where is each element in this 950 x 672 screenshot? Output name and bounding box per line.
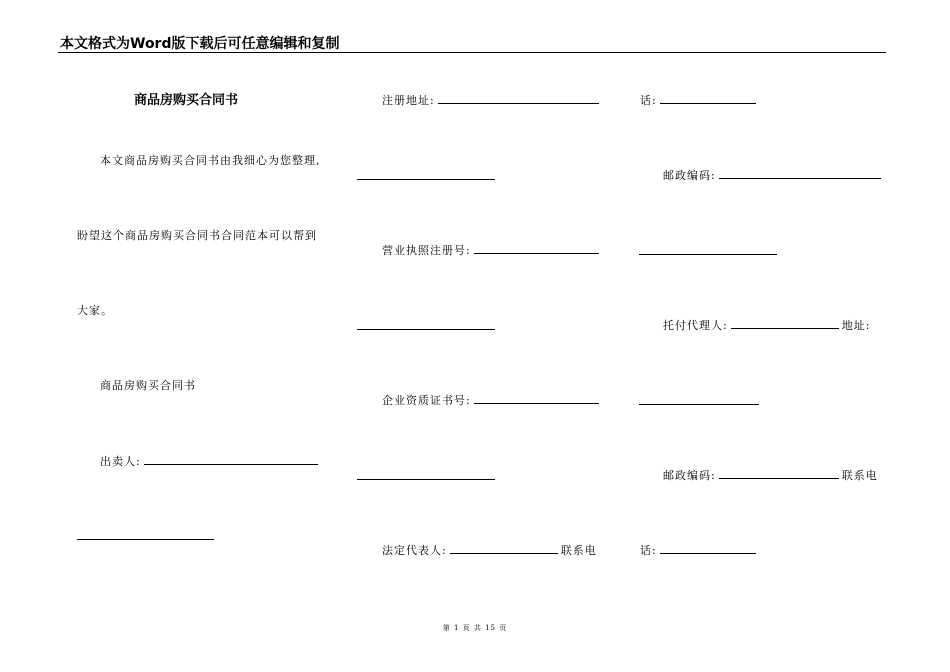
business-license-field (382, 243, 602, 258)
phone-label-1: 话: (640, 94, 657, 107)
page-footer: 第 1 页 共 15 页 (442, 624, 508, 632)
postcode-field-1 (663, 168, 884, 183)
phone-field-2 (640, 543, 759, 558)
legal-rep-label: 法定代表人: (382, 544, 447, 557)
legal-rep-field (382, 543, 597, 558)
seller-label: 出卖人: (100, 455, 141, 468)
qualification-blank (474, 393, 599, 404)
contract-subtitle: 商品房购买合同书 (100, 379, 196, 392)
business-license-blank (474, 243, 599, 254)
header-title: 本文格式为Word版下载后可任意编辑和复制 (60, 36, 340, 52)
qualification-label: 企业资质证书号: (382, 394, 471, 407)
postcode-blank-1 (719, 168, 881, 179)
postcode-blank-1-continued (639, 254, 777, 255)
postcode-label-2: 邮政编码: (663, 469, 716, 482)
intro-line-2: 盼望这个商品房购买合同书合同范本可以帮到 (77, 229, 317, 242)
registered-address-blank (438, 93, 599, 104)
contact-label-2: 联系电 (841, 469, 878, 482)
qualification-field (382, 393, 602, 408)
registered-address-blank-continued (357, 179, 495, 180)
business-license-blank-continued (357, 329, 495, 330)
postcode-blank-2 (719, 468, 839, 479)
business-license-label: 营业执照注册号: (382, 244, 471, 257)
legal-rep-contact-label: 联系电 (560, 544, 597, 557)
seller-blank (144, 454, 318, 465)
agent-address-blank (639, 404, 759, 405)
legal-rep-blank (450, 543, 558, 554)
agent-blank (731, 318, 839, 329)
phone-blank-2 (660, 543, 756, 554)
registered-address-label: 注册地址: (382, 94, 435, 107)
seller-blank-continued (77, 539, 214, 540)
phone-blank-1 (660, 93, 756, 104)
intro-line-1: 本文商品房购买合同书由我细心为您整理, (100, 154, 321, 167)
seller-field (100, 454, 321, 469)
agent-address-label: 地址: (841, 319, 871, 332)
qualification-blank-continued (357, 479, 495, 480)
phone-field-1 (640, 93, 759, 108)
document-title: 商品房购买合同书 (134, 93, 239, 108)
intro-line-3: 大家。 (77, 304, 113, 317)
postcode-field-2 (663, 468, 878, 483)
postcode-label-1: 邮政编码: (663, 169, 716, 182)
header-divider (58, 52, 886, 53)
agent-label: 托付代理人: (663, 319, 728, 332)
phone-label-2: 话: (640, 544, 657, 557)
registered-address-field (382, 93, 602, 108)
agent-field (663, 318, 870, 333)
